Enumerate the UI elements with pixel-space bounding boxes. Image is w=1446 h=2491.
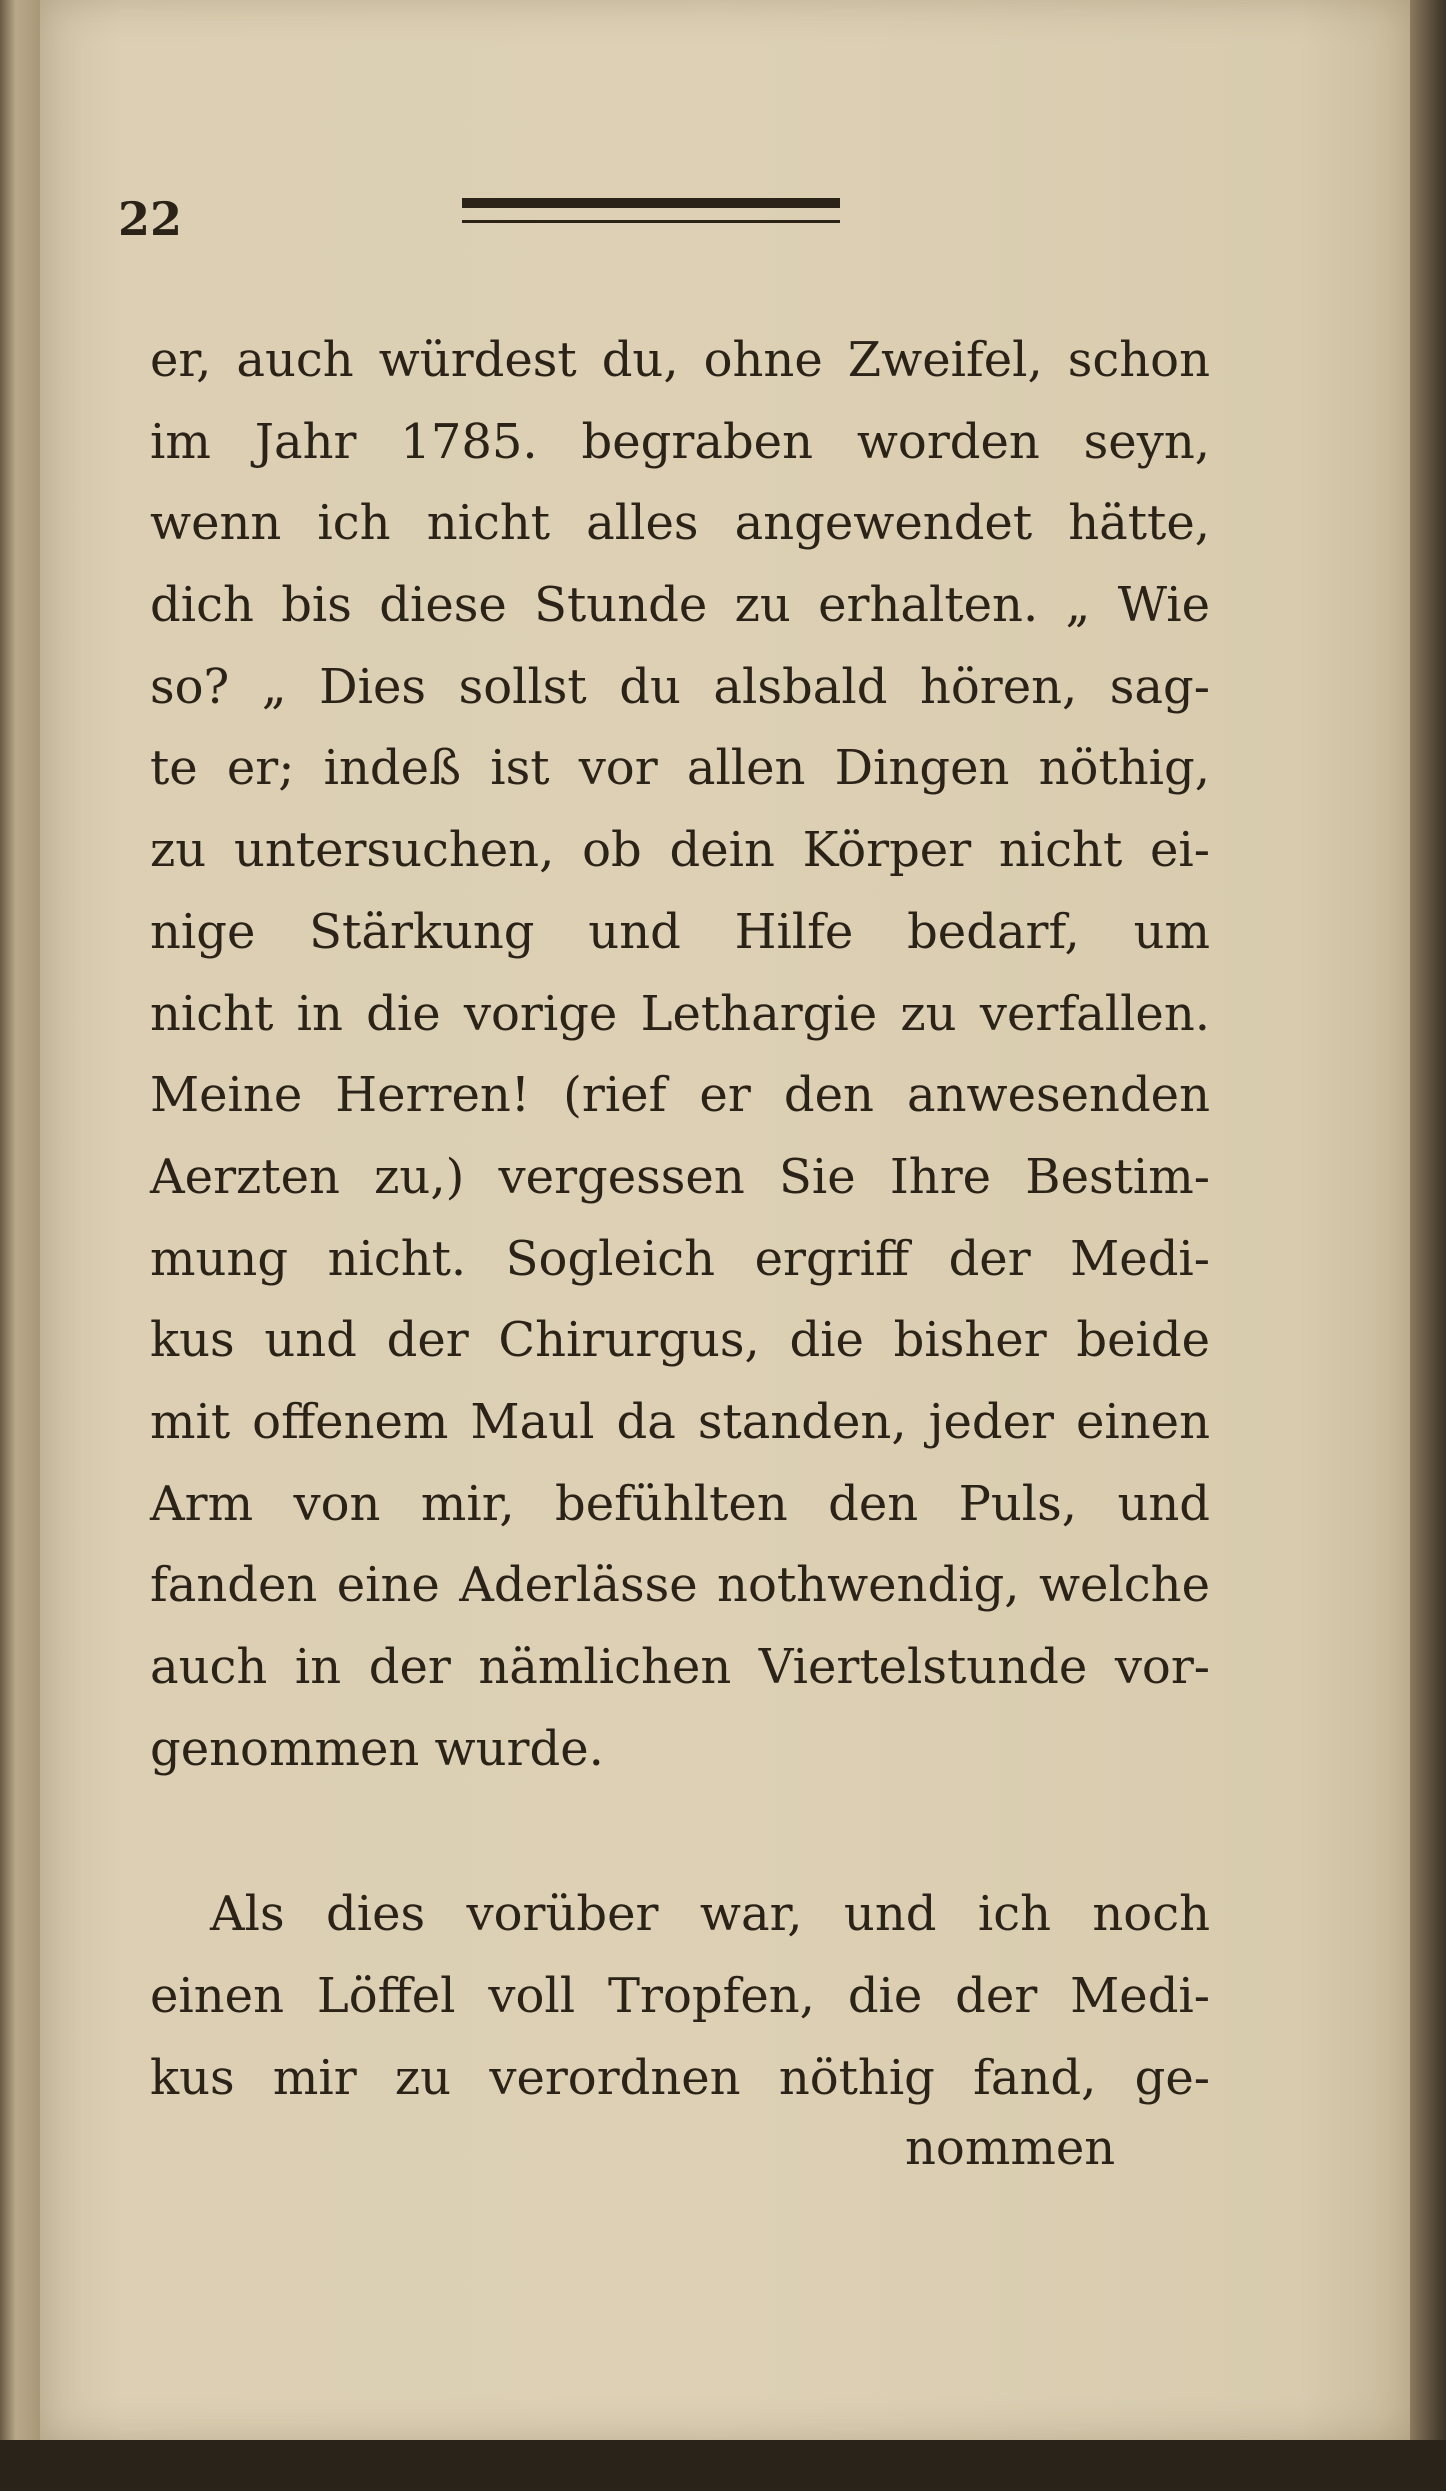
header-rule-thin bbox=[462, 220, 840, 223]
page-bottom-edge bbox=[0, 2440, 1446, 2491]
paragraph-2 bbox=[150, 1874, 1210, 2119]
body-text bbox=[150, 320, 1210, 2119]
text-line: mung nicht. Sogleich ergriff der Medi- bbox=[150, 1230, 1210, 1287]
text-line: Arm von mir, befühlten den Puls, und bbox=[150, 1475, 1210, 1532]
text-line: im Jahr 1785. begraben worden seyn, bbox=[150, 413, 1210, 470]
text-line: te er; indeß ist vor allen Dingen nöthig, bbox=[150, 740, 1210, 797]
text-line: auch in der nämlichen Viertelstunde vor- bbox=[150, 1639, 1210, 1695]
text-line: Als dies vorüber war, und ich noch bbox=[210, 1886, 1210, 1943]
header-ornament-rule bbox=[462, 198, 840, 223]
text-line: kus mir zu verordnen nöthig fand, ge- bbox=[150, 2049, 1210, 2106]
text-line: Meine Herren! (rief er den anwesenden bbox=[150, 1067, 1210, 1124]
book-gutter-edge bbox=[0, 0, 40, 2491]
text-line: dich bis diese Stunde zu erhalten. „ Wie bbox=[150, 577, 1210, 634]
text-line: Aerzten zu,) vergessen Sie Ihre Bestim- bbox=[150, 1148, 1210, 1205]
text-line: nige Stärkung und Hilfe bedarf, um bbox=[150, 903, 1210, 960]
text-line: einen Löffel voll Tropfen, die der Medi- bbox=[150, 1968, 1210, 2025]
text-line: kus und der Chirurgus, die bisher beide bbox=[150, 1312, 1210, 1369]
text-line: wenn ich nicht alles angewendet hätte, bbox=[150, 495, 1210, 552]
text-line: mit offenem Maul da standen, jeder einen bbox=[150, 1393, 1210, 1450]
page-right-edge bbox=[1410, 0, 1446, 2491]
paragraph-1 bbox=[150, 320, 1210, 1790]
text-line: er, auch würdest du, ohne Zweifel, schon bbox=[150, 332, 1210, 388]
catchword: nommen bbox=[905, 2120, 1116, 2176]
text-line: zu untersuchen, ob dein Körper nicht ei- bbox=[150, 822, 1210, 879]
header-rule-thick bbox=[462, 198, 840, 208]
text-line: genommen wurde. bbox=[150, 1720, 604, 1777]
text-line: fanden eine Aderlässe nothwendig, welche bbox=[150, 1557, 1210, 1614]
page-number: 22 bbox=[118, 192, 183, 246]
text-line: so? „ Dies sollst du alsbald hören, sag- bbox=[150, 658, 1210, 715]
paragraph-gap bbox=[150, 1790, 1210, 1874]
text-line: nicht in die vorige Lethargie zu verfallen. bbox=[150, 985, 1210, 1042]
